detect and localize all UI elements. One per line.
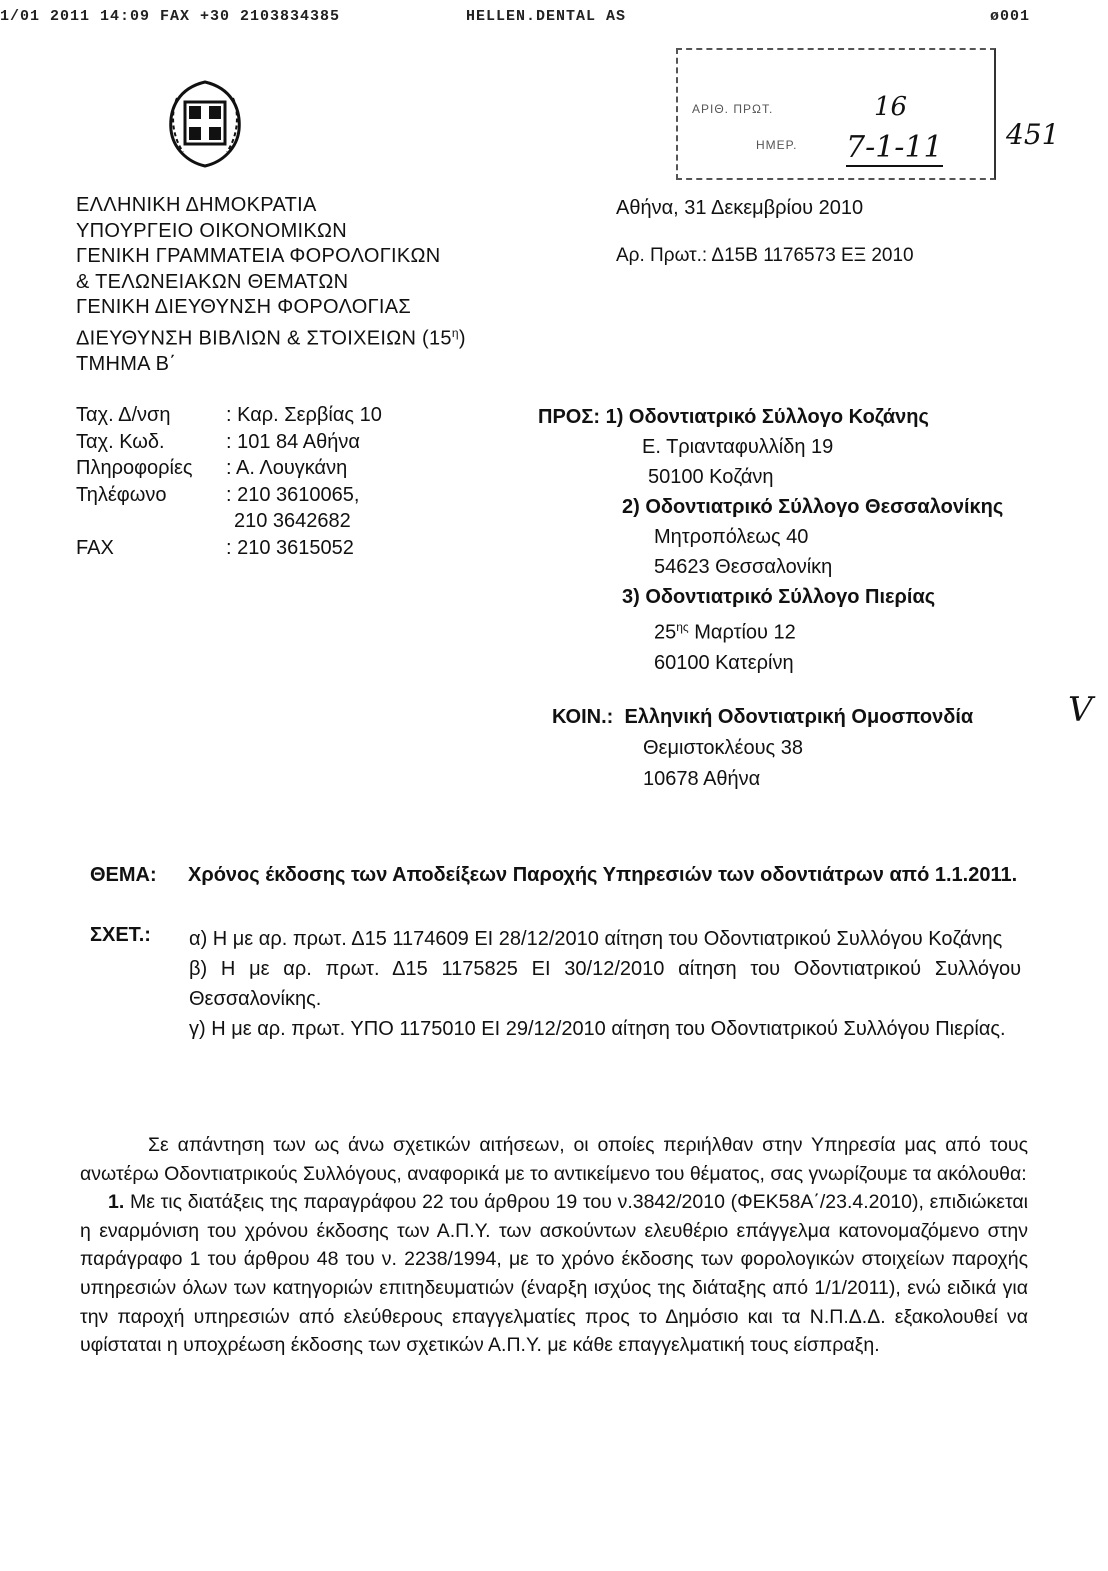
- org-line: ΕΛΛΗΝΙΚΗ ΔΗΜΟΚΡΑΤΙΑ: [76, 194, 317, 216]
- stamp-protocol-number: 16: [874, 92, 908, 122]
- cc-label: ΚΟΙΝ.:: [552, 706, 614, 728]
- recipient-name: 1) Οδοντιατρικό Σύλλογο Κοζάνης: [605, 406, 929, 428]
- recipient-city: 54623 Θεσσαλονίκη: [654, 556, 833, 578]
- stamp-received-date: 7-1-11: [846, 130, 943, 165]
- cc-block: [552, 702, 973, 795]
- body-point-1: 1. Με τις διατάξεις της παραγράφου 22 του άρθρου 19 του ν.3842/2010 (ΦΕΚ58Α΄/23.4.2010), επιδιώκεται η εναρμόνιση του χρόνου έκδοσης των Α.Π.Υ. των ασκούντων ελευθέριο επάγγελμα κατονομαζόμενο στην παράγραφο 1 του άρθρου 48 του ν. 2238/1994, με το χρόνο έκδοσης των φορολογικών στοιχείων παροχής υπηρεσιών όλων των κατηγοριών επιτηδευματιών (έναρξη ισχύος της διάταξης από 1/1/2011), ενώ ειδικά για την παροχή υπηρεσιών από ελεύθερους επαγγελματίες προς το Δημόσιο και τα Ν.Π.Δ.Δ. εξακολουθεί να υφίσταται η υποχρέωση έκδοσης των σχετικών Α.Π.Υ. με κάθε επαγγελματική τους είσπραξη.: [80, 1191, 1028, 1357]
- org-line: ΤΜΗΜΑ Β΄: [76, 352, 177, 375]
- letter-body: [80, 1131, 1028, 1360]
- protocol-number: Αρ. Πρωτ.: Δ15Β 1176573 ΕΞ 2010: [616, 245, 914, 266]
- subject-text: Χρόνος έκδοσης των Αποδείξεων Παροχής Υπηρεσιών των οδοντιάτρων από 1.1.2011.: [188, 864, 1018, 886]
- org-line: ΓΕΝΙΚΗ ΓΡΑΜΜΑΤΕΙΑ ΦΟΡΟΛΟΓΙΚΩΝ: [76, 245, 441, 267]
- related-item: α) Η με αρ. πρωτ. Δ15 1174609 ΕΙ 28/12/2010 αίτηση του Οδοντιατρικού Συλλόγου Κοζάνης: [189, 928, 1003, 950]
- handwritten-check-mark: V: [1068, 690, 1093, 730]
- related-label: ΣΧΕΤ.:: [90, 924, 151, 946]
- recipients-block: [538, 402, 1003, 678]
- recipient-street: $25^{\eta\varsigma}$ Μαρτίου 12: [654, 620, 796, 644]
- received-stamp: [676, 48, 996, 180]
- recipient-street: Ε. Τριανταφυλλίδη 19: [642, 436, 834, 458]
- sender-organization: [76, 193, 466, 377]
- subject-label: ΘΕΜΑ:: [90, 864, 157, 886]
- org-line: ΓΕΝΙΚΗ ΔΙΕΥΘΥΝΣΗ ΦΟΡΟΛΟΓΙΑΣ: [76, 296, 412, 318]
- recipient-city: 60100 Κατερίνη: [654, 651, 794, 674]
- document-date: Αθήνα, 31 Δεκεμβρίου 2010: [616, 197, 864, 219]
- to-label: ΠΡΟΣ:: [538, 406, 601, 428]
- related-items: [189, 924, 1021, 1044]
- org-line: & ΤΕΛΩΝΕΙΑΚΩΝ ΘΕΜΑΤΩΝ: [76, 270, 349, 293]
- fax-header-page: ø001: [990, 8, 1031, 25]
- org-line: ΥΠΟΥΡΓΕΙΟ ΟΙΚΟΝΟΜΙΚΩΝ: [76, 219, 348, 242]
- cc-city: 10678 Αθήνα: [643, 768, 761, 790]
- stamp-protocol-label: ΑΡΙΘ. ΠΡΩΤ.: [692, 102, 774, 116]
- handwritten-number: 451: [1006, 118, 1060, 151]
- related-item: β) Η με αρ. πρωτ. Δ15 1175825 ΕΙ 30/12/2010 αίτηση του Οδοντιατρικού Συλλόγου Θεσσαλονίκης.: [189, 958, 1021, 1010]
- org-line: ΔΙΕΥΘΥΝΣΗ ΒΙΒΛΙΩΝ & ΣΤΟΙΧΕΙΩΝ $(15^\eta)$: [76, 325, 466, 350]
- recipient-street: Μητροπόλεως 40: [654, 526, 809, 548]
- recipient-city: 50100 Κοζάνη: [648, 466, 774, 488]
- body-intro: Σε απάντηση των ως άνω σχετικών αιτήσεων, οι οποίες περιήλθαν στην Υπηρεσία μας από τους ανωτέρω Οδοντιατρικούς Συλλόγους, αναφορικά με το αντικείμενο του θέματος, σας γνωρίζουμε τα ακόλουθα:: [80, 1134, 1028, 1185]
- recipient-name: 3) Οδοντιατρικό Σύλλογο Πιερίας: [622, 586, 936, 608]
- fax-header-sender: HELLEN.DENTAL AS: [466, 8, 627, 25]
- coat-of-arms-icon: [165, 78, 245, 168]
- related-item: γ) Η με αρ. πρωτ. ΥΠΟ 1175010 ΕΙ 29/12/2010 αίτηση του Οδοντιατρικού Συλλόγου Πιερίας.: [189, 1018, 1006, 1040]
- cc-street: Θεμιστοκλέους 38: [643, 737, 803, 759]
- recipient-name: 2) Οδοντιατρικό Σύλλογο Θεσσαλονίκης: [622, 496, 1004, 518]
- fax-header-left: 1/01 2011 14:09 FAX +30 2103834385: [0, 8, 341, 25]
- cc-name: Ελληνική Οδοντιατρική Ομοσπονδία: [624, 706, 974, 728]
- stamp-date-label: ΗΜΕΡ.: [756, 138, 798, 152]
